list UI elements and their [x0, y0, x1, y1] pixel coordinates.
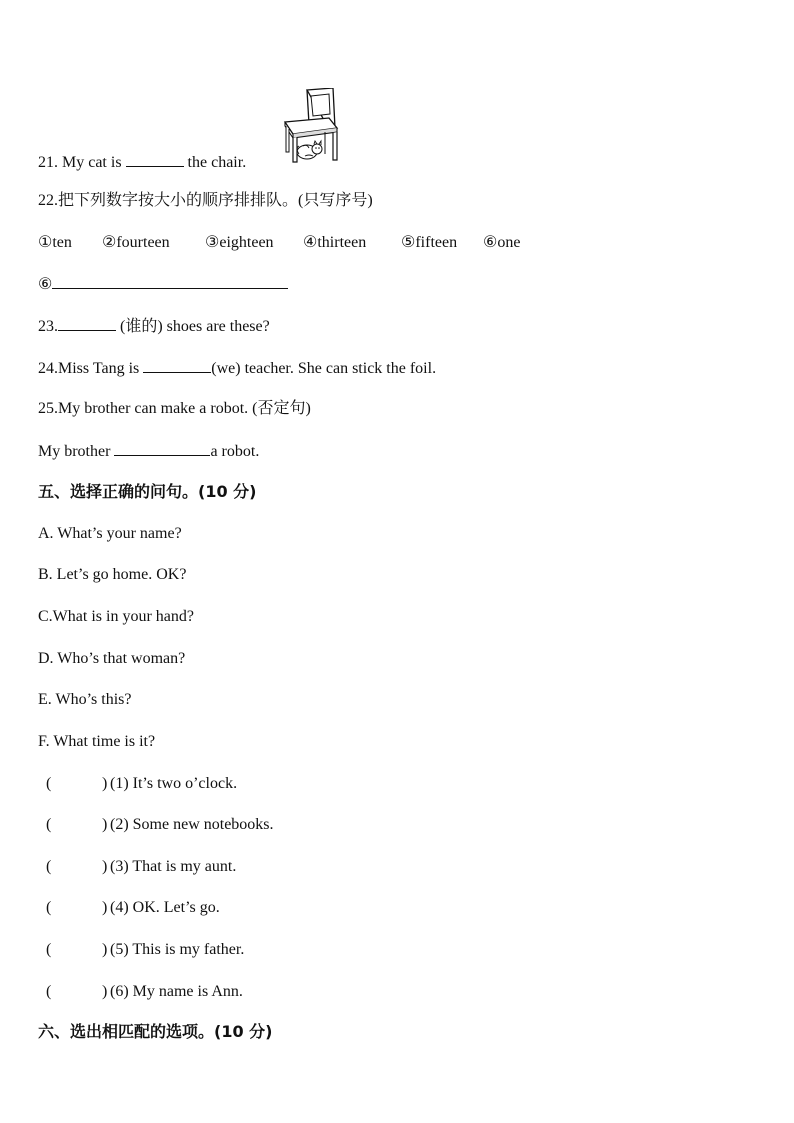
answer-prefix: ⑥ [38, 276, 53, 293]
answer-slot[interactable] [38, 898, 110, 918]
answer-slot[interactable] [38, 815, 110, 835]
choice-c: C.What is in your hand? [38, 608, 194, 625]
question-25-answer [38, 441, 259, 462]
paren-right: ) [102, 899, 108, 916]
answer-row [38, 774, 237, 794]
answer-slot[interactable] [38, 982, 110, 1002]
answer-text: (4) OK. Let’s go. [110, 899, 220, 916]
answer-row [38, 940, 244, 960]
question-25-text-end: a robot. [210, 443, 260, 460]
question-21-text-end: the chair. [187, 154, 247, 171]
choice-b: B. Let’s go home. OK? [38, 566, 187, 583]
question-22-options [38, 233, 520, 253]
option-6: ⑥one [483, 234, 521, 251]
answer-row [38, 898, 220, 918]
question-24-text-end: (we) teacher. She can stick the foil. [211, 360, 437, 377]
section-6-heading: 六、选出相匹配的选项。(10 分) [38, 1022, 273, 1041]
paren-right: ) [102, 983, 108, 1000]
paren-left: ( [46, 816, 52, 833]
paren-right: ) [102, 816, 108, 833]
choice-d: D. Who’s that woman? [38, 650, 186, 667]
question-21-text: 21. My cat is [38, 154, 122, 171]
paren-left: ( [46, 941, 52, 958]
question-22-answer [38, 274, 288, 295]
choice-a: A. What’s your name? [38, 525, 182, 542]
option-1: ①ten [38, 234, 72, 251]
answer-slot[interactable] [38, 857, 110, 877]
choice-f: F. What time is it? [38, 733, 156, 750]
question-25-text: My brother [38, 443, 111, 460]
option-3: ③eighteen [205, 234, 274, 251]
question-21 [38, 152, 246, 173]
question-23-text: (谁的) shoes are these? [120, 318, 270, 335]
chair-cat-illustration [283, 88, 339, 164]
paren-right: ) [102, 941, 108, 958]
question-24-text: 24.Miss Tang is [38, 360, 140, 377]
option-2: ②fourteen [102, 234, 170, 251]
paren-left: ( [46, 858, 52, 875]
paren-left: ( [46, 899, 52, 916]
answer-text: (5) This is my father. [110, 941, 245, 958]
answer-slot[interactable] [38, 774, 110, 794]
answer-text: (2) Some new notebooks. [110, 816, 274, 833]
answer-slot[interactable] [38, 940, 110, 960]
question-25-blank[interactable] [114, 441, 210, 456]
paren-right: ) [102, 775, 108, 792]
question-21-blank[interactable] [126, 152, 184, 167]
question-22-prompt: 22.把下列数字按大小的顺序排排队。(只写序号) [38, 192, 373, 209]
option-4: ④thirteen [303, 234, 367, 251]
question-23-blank[interactable] [58, 316, 116, 331]
answer-text: (6) My name is Ann. [110, 983, 243, 1000]
answer-row [38, 982, 243, 1002]
question-23 [38, 316, 270, 337]
question-24 [38, 358, 436, 379]
answer-text: (1) It’s two o’clock. [110, 775, 238, 792]
question-22-blank[interactable] [52, 274, 288, 289]
question-24-blank[interactable] [143, 358, 211, 373]
answer-row [38, 815, 274, 835]
question-25-prompt: 25.My brother can make a robot. (否定句) [38, 400, 311, 417]
answer-text: (3) That is my aunt. [110, 858, 237, 875]
answer-row [38, 857, 236, 877]
paren-right: ) [102, 858, 108, 875]
option-5: ⑤fifteen [401, 234, 458, 251]
paren-left: ( [46, 983, 52, 1000]
question-23-number: 23. [38, 318, 58, 335]
paren-left: ( [46, 775, 52, 792]
section-5-heading: 五、选择正确的问句。(10 分) [38, 482, 257, 501]
choice-e: E. Who’s this? [38, 691, 132, 708]
